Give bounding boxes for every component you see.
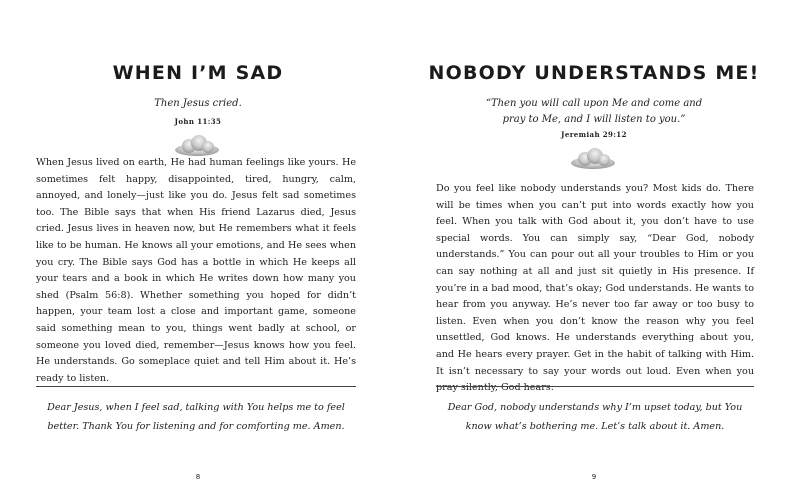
right-page-reference: Jeremiah 29:12 bbox=[561, 130, 627, 139]
left-page-number: 8 bbox=[195, 473, 201, 481]
right-page bbox=[396, 0, 792, 504]
right-page-verse: “Then you will call upon Me and come and pray to Me, and I will listen to you.” bbox=[485, 98, 703, 125]
left-page-title: WHEN I’M SAD bbox=[112, 62, 284, 84]
right-page-prayer: Dear God, nobody understands why I’m upset today, but You know what’s bothering me. Let’s talk about it. Amen. bbox=[447, 402, 743, 432]
right-page-body: Do you feel like nobody understands you? Most kids do. There will be times when you can’t put into words exactly how you feel. When you talk with God about it, you don’t have to use special words. You can simply say, “Dear God, nobody understands.” You can pour out all your troubles to Him or you can say nothing at all and just sit quietly in His presence. If you’re in a bad mood, that’s okay; God understands. He wants to hear from you anyway. He’s never too far away or too busy to listen. Even when you don’t know the reason why you feel unsettled, God knows. He understands everything about you, and He hears every prayer. Get in the habit of talking with Him. It isn’t necessary to say your words out loud. Even when you pray silently, God hears. bbox=[436, 183, 754, 394]
right-page-divider bbox=[436, 386, 754, 387]
left-page-body: When Jesus lived on earth, He had human feelings like yours. He sometimes felt happy, disappointed, tired, hungry, calm, annoyed, and lonely—just like you do. Jesus felt sad sometimes too. The Bible says that when His friend Lazarus died, Jesus cried. Jesus lives in heaven now, but He remembers what it feels like to be human. He knows all your emotions, and He sees when you cry. The Bible says God has a bottle in which He keeps all your tears and a book in which He writes down how many you shed (Psalm 56:8). Whether something you hoped for didn’t happen, your team lost a close and important game, someone said something mean to you, things went badly at school, or someone you loved died, remember—Jesus knows how you feel. He understands. Go someplace quiet and tell Him about it. He’s ready to listen. bbox=[36, 157, 356, 384]
right-page-number: 9 bbox=[591, 473, 597, 481]
left-page-reference: John 11:35 bbox=[174, 117, 222, 126]
left-page-verse: Then Jesus cried. bbox=[154, 98, 242, 109]
left-page-prayer: Dear Jesus, when I feel sad, talking with You helps me to feel better. Thank You for listening and for comforting me. Amen. bbox=[47, 402, 345, 432]
left-page-divider bbox=[36, 386, 356, 387]
right-page-title: NOBODY UNDERSTANDS ME! bbox=[428, 62, 760, 84]
cloud-icon bbox=[569, 147, 617, 171]
